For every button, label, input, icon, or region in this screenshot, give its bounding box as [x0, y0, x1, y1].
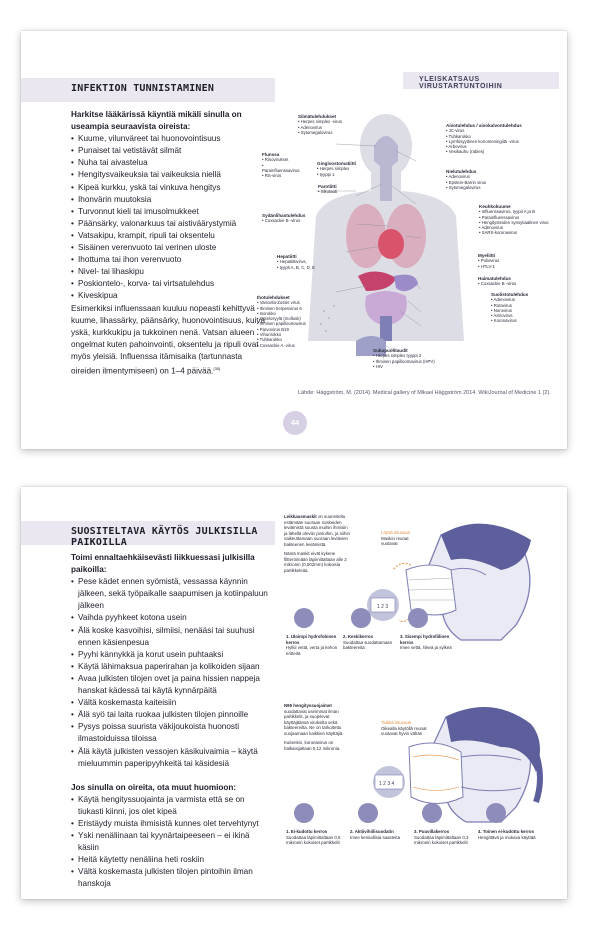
page-number: 44: [290, 418, 300, 427]
diagram-label-item: • Norovirus: [491, 307, 513, 313]
diagram-label-title: Aivotulehdus / aivokalvontulehdus: [446, 123, 522, 128]
symptomatic-intro: Jos sinulla on oireita, ota muut huomioon:: [71, 782, 237, 792]
overview-tab-label: YLEISKATSAUS VIRUSTARTUNTOIHIN: [419, 76, 503, 90]
list-item: • Punaiset tai vetistävät silmät: [71, 145, 271, 157]
surgical-mask-desc2: Nämä maskit eivät kykene filtteröimään läpimittaltaan alle 2 mikronin (0,002mm) kokoisia partikkeleita.: [284, 551, 347, 573]
mask-layer-text: Imee kemiallisia saasteita: [350, 834, 401, 840]
list-item: • Kiveskipua: [71, 290, 271, 302]
diagram-label-item: • Arbovirus: [446, 144, 467, 150]
list-item: • Vaihda pyyhkeet kotona usein: [71, 612, 271, 624]
diagram-label-title: Haimatulehdus: [478, 276, 511, 281]
diagram-label-item: • Astrovirus: [491, 313, 513, 319]
diagram-label-item: • Poliovirus: [478, 258, 500, 264]
list-item: • Älä käytä julkisten vessojen käsikuivaimia – käytä mieluummin paperipyyhkeitä tai käsidesiä: [71, 746, 271, 770]
list-item: • Hengitysvaikeuksia tai vaikeuksia niellä: [71, 169, 271, 181]
influenza-paragraph: Esimerkiksi influenssaan kuuluu nopeasti kehittyvä kuume, lihassärky, päänsärky, huonovointisuus, kuiva yskä, kurkkukipu ja tukkoinen nenä. Vatsan alueen ongelmat kuten pahoinvointi, oksentelu ja ripuli ovat myös yleisiä. Influenssa itämisaika (tartunnasta oireiden ilmentymiseen) on 1–4 päivää.[35]: [71, 303, 266, 376]
diagram-label-item: • Herpes simplex tyyppi 2: [373, 353, 422, 359]
mask-layer-text: Hengittävä ja mukava käyttää: [478, 834, 536, 840]
diagram-label-item: • Tuhkarokko: [446, 133, 471, 139]
diagram-label-item: • Varicella-Zoster virus: [257, 300, 300, 306]
mask-layer-number: 3. Sisempi hydrofiilinen kerros: [400, 634, 450, 645]
source-citation: Lähde: Häggström, M. (2014). Medical gallery of Mikael Häggström 2014. WikiJournal of Medicine 1 (2).: [298, 390, 551, 396]
list-item: • Ihottuma tai ihon verenvuoto: [71, 254, 271, 266]
diagram-label-group: [446, 123, 526, 155]
diagram-label-title: Parotiitti: [318, 184, 337, 189]
page-infektion-tunnistaminen: [21, 31, 567, 449]
list-item: • Käytä lähimaksua paperirahan ja kolikoiden sijaan: [71, 661, 271, 673]
page-suositeltava-kaytos: [21, 487, 567, 899]
list-item: • Käytä hengityssuojainta ja varmista että se on tiukasti kiinni, jos olet kipeä: [71, 794, 271, 818]
mask-layer-circle: [408, 608, 428, 628]
diagram-label-title: Sukupuolitaudit: [373, 348, 408, 353]
mask-layer-circle: [358, 803, 378, 823]
mask-layer-number: 1. Ei-kudottu kerros: [286, 829, 328, 834]
diagram-label-item: • Sytomegalovirus: [298, 129, 333, 135]
mask-layer-text: Suodattaa läpimittaltaan 0,3 mikronin kokoiset partikkelit: [414, 834, 469, 845]
list-item: • Vältä koskemasta kaiteisiin: [71, 697, 271, 709]
mask-layer-circle: [351, 608, 371, 628]
symptomatic-list: [71, 794, 271, 891]
surgical-mask-illustration: [351, 515, 551, 645]
mask-layer-circle: [294, 803, 314, 823]
diagram-label-item: • tyyppi 1: [317, 171, 335, 177]
section-header: [21, 521, 275, 548]
svg-text:1 2 3: 1 2 3: [377, 604, 389, 610]
diagram-label-item: • Koronavirus: [491, 318, 517, 324]
mask-layer-label: [286, 634, 338, 656]
page-number-badge: [283, 411, 307, 435]
list-item: • Eristäydy muista ihmisistä kunnes olet tervehtynyt: [71, 818, 271, 830]
n95-desc: suodattavat useimmat ilman partikkelit, ja suojelevat käyttäjäänsä viruksilta sekä bakteereilta. Ne on tarkoitettu suojaamaan kaikkien käyttäjiä.: [284, 708, 344, 736]
diagram-label-item: • HIV: [373, 363, 383, 369]
diagram-label-item: • Vesikauhu (rabies): [446, 149, 485, 155]
mask-layer-text: Suodattaa suodattamaan bakteereita: [343, 639, 393, 650]
diagram-label-group: [317, 161, 367, 177]
symptom-block: [71, 109, 271, 378]
diagram-label-item: • Lymfosyyttinen koriomeningiitti -virus: [446, 138, 519, 144]
diagram-label-item: • Ihmisen herpesvirus 6: [257, 305, 302, 311]
diagram-label-item: • Hengitysteiden synsytiaalinen virus: [479, 219, 549, 225]
mask-layer-label: [478, 829, 537, 840]
surgical-mask-desc: on suunniteltu estämään suoraan roiskeiden leviämistä suusta muihin ihmisiin ja lähellä oleviin pintoihin, ja niihin vaikeuttamaan suoraan leviävien bakteerien leviämistä.: [284, 514, 350, 547]
list-item: • Pese kädet ennen syömistä, vessassa käynnin jälkeen, sekä työpaikalle saapumisen ja kotiinpaluun jälkeen: [71, 576, 271, 612]
list-item: • Älä koske kasvoihisi, silmiisi, nenääsi tai suuhusi ennen käsienpesua: [71, 625, 271, 649]
diagram-label-item: • SARS-koronavirus: [479, 230, 518, 236]
list-item: • Avaa julkisten tilojen ovet ja paina hissien nappeja hanskat kädessä tai käytä kynnärpäitä: [71, 673, 271, 697]
mask-layer-label: [286, 829, 345, 846]
mask-layer-number: 1. Uloimpi hydrofobinen kerros: [286, 634, 337, 645]
diagram-label-item: • Coxsackie B -virus: [262, 218, 301, 224]
mask-layer-number: 4. Toinen ei-kudottu kerros: [478, 829, 535, 834]
tight-fit-text: Oikealla käytöllä reunat vuotavat hyvin vähän: [381, 725, 427, 736]
section-header: [21, 78, 275, 102]
list-item: • Yski nenäliinaan tai kyynärtaipeeseen – ei ikinä käsiin: [71, 830, 271, 854]
reference-mark: [35]: [213, 365, 221, 371]
diagram-label-group: [478, 276, 533, 287]
diagram-label-title: Myeliitti: [478, 253, 496, 258]
mask-layer-circle: [294, 608, 314, 628]
list-item: • Kuume, vilunväreet tai huonovointisuus: [71, 133, 271, 145]
mask-layer-text: Suodattaa läpimittaltaan 0,5 mikronin kokoiset partikkelit: [286, 834, 341, 845]
list-item: • Vältä koskemasta julkisten tilojen pintoihin ilman hanskoja: [71, 866, 271, 890]
diagram-label-item: • Adenovirus: [446, 174, 470, 180]
diagram-label-group: [298, 114, 358, 135]
diagram-label-title: Ihotulehdukset: [257, 295, 290, 300]
mask-layer-number: 2. Aktiivihiilisuodatin: [350, 829, 394, 834]
mask-layer-text: Hylkii vettä, verta ja kehon eritteitä: [286, 645, 338, 656]
diagram-label-title: Gingivostomatiitti: [317, 161, 357, 166]
n95-mask-illustration: [351, 702, 551, 827]
list-item: • Poskiontelo-, korva- tai virtsatulehdus: [71, 278, 271, 290]
diagram-label-group: [257, 295, 319, 348]
diagram-label-group: [491, 292, 546, 324]
diagram-label-item: • RS-virus: [262, 173, 282, 179]
diagram-label-item: • Influenssavirus, tyypit A ja B: [479, 209, 535, 215]
diagram-label-title: Flunssa: [262, 152, 280, 157]
overview-tab: [403, 72, 559, 89]
diagram-label-group: [318, 184, 358, 195]
diagram-label-group: [446, 169, 516, 190]
list-item: • Heitä käytetty nenäliina heti roskiin: [71, 854, 271, 866]
mask-layer-circle: [422, 803, 442, 823]
mask-layer-label: [414, 829, 473, 846]
list-item: • Pyyhi kännykkä ja korut usein puhtaaksi: [71, 649, 271, 661]
list-item: • Nuha tai aivastelua: [71, 157, 271, 169]
diagram-label-item: • Coxsackie A -virus: [257, 342, 295, 348]
mask-layer-number: 2. Keskikerros: [343, 634, 374, 639]
list-item: • Päänsärky, valonarkuus tai aistiväärystymiä: [71, 218, 271, 230]
diagram-label-item: • HTLV-1: [478, 263, 495, 269]
mask-layer-number: 3. Puuvillakerros: [414, 829, 450, 834]
diagram-label-item: • Sikotauti: [318, 189, 338, 195]
diagram-label-item: • Parvovirus B19: [257, 326, 289, 332]
diagram-label-group: [262, 152, 302, 178]
diagram-label-item: • Adenovirus: [479, 225, 503, 231]
diagram-label-group: [277, 254, 327, 270]
surgical-mask-title: Leikkausmaskit: [284, 514, 317, 519]
diagram-label-item: • Adenovirus: [298, 124, 322, 130]
diagram-label-group: [478, 253, 518, 269]
diagram-label-item: • Sytomegalovirus: [446, 184, 481, 190]
list-item: • Sisäinen verenvuoto tai verinen uloste: [71, 242, 271, 254]
diagram-label-item: • Adenovirus: [491, 297, 515, 303]
list-item: • Turvonnut kieli tai imusolmukkeet: [71, 206, 271, 218]
loose-fit-text: Maskin reunat vuotavat: [381, 535, 409, 546]
diagram-label-item: • Coxsackie B -virus: [478, 281, 517, 287]
diagram-label-item: • Rotavirus: [491, 302, 512, 308]
mask-layer-label: [400, 634, 452, 651]
symptom-intro: Harkitse lääkärissä käyntiä mikäli sinulla on useampia seuraavista oireista:: [71, 110, 242, 132]
diagram-label-item: • Herpes simplex: [317, 166, 350, 172]
diagram-label-item: • Isorokko: [257, 310, 276, 316]
diagram-label-item: • Parainfluenssavirus: [479, 214, 520, 220]
diagram-label-group: [373, 348, 453, 369]
actions-intro: Toimi ennaltaehkäisevästi liikkuessasi julkisilla paikoilla:: [71, 553, 255, 575]
n95-title: N95 hengityssuojaimet: [284, 703, 332, 708]
loose-fit-title: Löysä istuvuus: [381, 530, 411, 535]
diagram-label-title: Keuhkokuume: [479, 204, 511, 209]
list-item: • Ihonvärin muutoksia: [71, 194, 271, 206]
diagram-label-item: • JC-virus: [446, 128, 465, 134]
diagram-label-title: Suolistotulehdus: [491, 292, 529, 297]
diagram-label-title: Sydänlihastulehdus: [262, 213, 306, 218]
diagram-label-item: • tyypit A, B, C, D, E: [277, 264, 316, 270]
diagram-label-item: • Tuhkarokko: [257, 337, 282, 343]
diagram-label-title: Nielutulehdus: [446, 169, 477, 174]
mask-layer-text: Imee vettä, hikeä ja sylkeä: [400, 645, 452, 650]
section-title: SUOSITELTAVA KÄYTÖS JULKISILLA PAIKOILLA: [71, 526, 258, 548]
actions-list: [71, 576, 271, 770]
list-item: • Vatsakipu, krampit, ripuli tai oksentelu: [71, 230, 271, 242]
section-title: INFEKTION TUNNISTAMINEN: [71, 83, 215, 94]
mask-layer-label: [350, 829, 409, 840]
diagram-label-item: • Parainfluenssavirus: [262, 162, 300, 173]
diagram-label-item: • Rinovirukset: [262, 157, 289, 163]
diagram-label-title: Silmätulehdukset: [298, 114, 337, 119]
diagram-label-group: [479, 204, 551, 236]
n95-text: [284, 703, 352, 751]
actions-block: [71, 552, 271, 891]
diagram-label-item: • Ihmisen papilloomavirus: [257, 321, 306, 327]
list-item: • Kipeä kurkku, yskä tai vinkuva hengitys: [71, 182, 271, 194]
diagram-label-group: [262, 213, 322, 224]
diagram-label-item: • Hepatiittivirus,: [277, 259, 307, 265]
diagram-label-item: • Vihurirokko: [257, 332, 282, 338]
diagram-label-item: • Ihmisen papilloomavirus (HPV): [373, 358, 435, 364]
tight-fit-title: Tiukka istuvuus: [381, 720, 412, 725]
surgical-mask-text: [284, 514, 352, 573]
diagram-label-item: • Herpes simplex -virus: [298, 119, 343, 125]
list-item: • Pysys poissa suurista väkijoukoista huonosti ilmastoiduissa tiloissa: [71, 721, 271, 745]
mask-layer-label: [343, 634, 395, 651]
diagram-label-item: • Epstein-Barrin virus: [446, 179, 487, 185]
n95-desc2: Kuitenkin, koronavirus on halkaisijaltaan 0,12 mikronia.: [284, 740, 341, 751]
svg-text:1 2 3 4: 1 2 3 4: [379, 781, 395, 787]
symptom-list: [71, 133, 271, 302]
mask-layer-circle: [486, 803, 506, 823]
list-item: • Nivel- tai lihaskipu: [71, 266, 271, 278]
diagram-label-title: Hepatiitti: [277, 254, 297, 259]
diagram-label-item: • Ontelosyylä (mollusk): [257, 316, 301, 322]
list-item: • Älä syö tai laita ruokaa julkisten tilojen pinnoille: [71, 709, 271, 721]
